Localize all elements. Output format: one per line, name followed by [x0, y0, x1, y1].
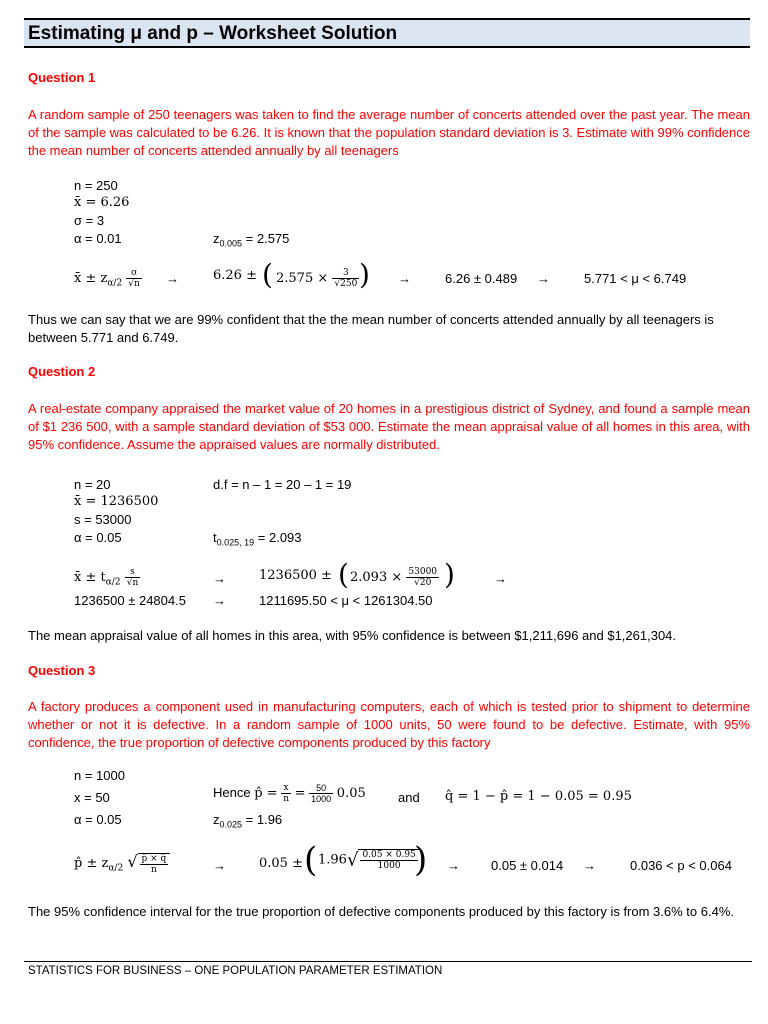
q1-step1-b: 2.575 × [276, 271, 329, 286]
q1-step1-frac [332, 268, 359, 289]
q1-alpha: α = 0.01 [74, 231, 122, 246]
q3-critical-z [213, 812, 282, 830]
q1-conclusion: Thus we can say that we are 99% confident that the the mean number of concerts attended annually by all teenagers is between 5.771 and 6.749. [28, 312, 714, 345]
q3-eq: = [294, 785, 306, 801]
q3-phat-val: 0.05 [336, 785, 366, 801]
question-2-text: A real-estate company appraised the market value of 20 homes in a prestigious district of Sydney, and found a sample mean of $1 236 500, with a sample standard deviation of $53 000. Estimate the mean appraisal value of all homes in this area, with 95% confidence. Assume the appraised values are normally distributed. [28, 401, 750, 452]
q1-sigma: σ = 3 [74, 213, 105, 228]
q3-phat-n: n [283, 794, 289, 804]
q2-line2-b: 1211695.50 < μ < 1261304.50 [259, 593, 433, 608]
q1-z-value: = 2.575 [242, 231, 290, 246]
q1-arrow-3: → [537, 271, 550, 286]
q1-step2: 6.26 ± 0.489 [445, 271, 518, 286]
q3-step1-inner [318, 849, 420, 871]
q3-and: and [398, 790, 420, 805]
q2-step1-b: 2.093 × [350, 570, 403, 585]
q1-critical-z [213, 231, 289, 249]
q2-step1-inner [350, 567, 439, 588]
q1-arrow-1: → [166, 271, 179, 286]
q2-formula-num: s [125, 567, 141, 578]
q2-step1-frac [406, 567, 439, 588]
q2-formula-lhs: x̄ ± t [74, 570, 106, 585]
footer-text: STATISTICS FOR BUSINESS – ONE POPULATION PARAMETER ESTIMATION [28, 965, 443, 977]
q2-arrow-1: → [213, 571, 226, 586]
q3-x: x = 50 [74, 790, 110, 805]
q1-formula-lhs: x̄ ± z [74, 271, 108, 286]
q1-step1-num: 3 [332, 268, 359, 279]
q1-step1-inner [276, 268, 359, 289]
question-3-heading: Question 3 [28, 663, 96, 678]
q3-qhat: q̂ = 1 − p̂ = 1 − 0.05 = 0.95 [445, 789, 632, 804]
q3-num50: 50 [309, 783, 333, 794]
q3-formula-lhs: p̂ ± z [74, 856, 109, 871]
q2-df: d.f = n – 1 = 20 – 1 = 19 [213, 477, 352, 492]
q2-formula [74, 567, 140, 588]
q1-step1 [213, 268, 257, 283]
q2-n: n = 20 [74, 477, 111, 492]
q2-t-subscript: 0.025, 19 [216, 537, 255, 548]
q3-step1 [259, 856, 303, 871]
q1-formula-sub: α/2 [107, 278, 123, 289]
q1-step1-a: 6.26 ± [213, 268, 257, 283]
q3-arrow-1: → [213, 858, 226, 873]
footer-divider [24, 961, 752, 962]
q1-z-symbol: z [213, 231, 220, 246]
q2-formula-den: √n [126, 578, 139, 588]
q2-step1 [259, 568, 332, 583]
q3-z-symbol: z [213, 812, 220, 827]
q2-alpha: α = 0.05 [74, 530, 122, 545]
q2-step1-den: √20 [414, 578, 432, 588]
q3-step1-sqrt-sign: √ [346, 849, 359, 871]
q2-t-value: = 2.093 [254, 530, 302, 545]
question-1-heading: Question 1 [28, 70, 96, 85]
q1-paren-right: ) [359, 258, 370, 291]
q3-step1-a: 0.05 ± [259, 856, 303, 871]
q2-line2-a: 1236500 ± 24804.5 [74, 593, 186, 608]
q2-formula-sub: α/2 [105, 577, 121, 588]
q1-formula-den: √n [128, 279, 140, 289]
question-2-heading: Question 2 [28, 364, 96, 379]
q3-phat-fraction [309, 783, 333, 804]
q3-den1000: 1000 [311, 794, 332, 804]
q3-arrow-2: → [447, 858, 460, 873]
q3-phat-line [213, 783, 366, 804]
q2-formula-frac [125, 567, 141, 588]
q1-formula [74, 268, 142, 289]
q3-phat-xn [281, 783, 291, 804]
q1-xbar: x̄ = 6.26 [74, 195, 130, 210]
q3-step2: 0.05 ± 0.014 [491, 858, 564, 873]
q2-arrow-3: → [213, 593, 226, 608]
q2-arrow-2: → [494, 571, 507, 586]
q3-sqrt-sign: √ [127, 852, 138, 871]
q3-formula-frac [138, 853, 171, 875]
q3-step1-frac [358, 849, 419, 871]
q1-step3: 5.771 < μ < 6.749 [584, 271, 687, 286]
q2-conclusion: The mean appraisal value of all homes in this area, with 95% confidence is between $1,211,696 and $1,261,304. [28, 628, 677, 643]
q3-hence: Hence [213, 784, 251, 800]
question-3-text: A factory produces a component used in manufacturing computers, each of which is tested prior to shipment to determine whether or not it is defective. In a random sample of 1000 units, 50 were found to be defective. Estimate, with 95% confidence, the true proportion of defective components produced by this factory [28, 699, 750, 750]
q3-step1-b: 1.96 [318, 852, 347, 868]
q3-step3: 0.036 < p < 0.064 [630, 858, 732, 873]
q3-arrow-3: → [583, 858, 596, 873]
q1-formula-num: σ [126, 268, 142, 279]
q2-paren-left: ( [338, 558, 349, 591]
page-title: Estimating μ and p – Worksheet Solution [28, 23, 398, 44]
q1-step1-den: √250 [334, 279, 358, 289]
q2-step1-num: 53000 [408, 567, 438, 577]
q3-phat-x: x [281, 783, 291, 794]
q3-formula-num: p̂ × q̂ [141, 853, 167, 864]
q3-z-subscript: 0.025 [219, 819, 243, 830]
question-1-text: A random sample of 250 teenagers was taken to find the average number of concerts attended over the past year. The mean of the sample was calculated to be 6.26. It is known that the population standard deviation is 3. Estimate with 99% confidence the mean number of concerts attended annually by all teenagers [28, 107, 750, 158]
q3-step1-num: 0.05 × 0.95 [362, 850, 416, 860]
q3-phat-eq: p̂ = [254, 785, 278, 801]
q1-paren-left: ( [262, 258, 273, 291]
q3-z-value: = 1.96 [242, 812, 283, 827]
q1-arrow-2: → [398, 271, 411, 286]
q1-formula-frac [126, 268, 142, 289]
q3-formula-den: n [151, 864, 157, 875]
q2-s: s = 53000 [74, 512, 132, 527]
q2-t-symbol: t [213, 530, 217, 545]
q1-n: n = 250 [74, 178, 118, 193]
q3-paren-left: ( [304, 840, 318, 880]
q2-paren-right: ) [444, 558, 455, 591]
q3-formula [74, 852, 170, 875]
q3-alpha: α = 0.05 [74, 812, 122, 827]
q3-n: n = 1000 [74, 768, 125, 783]
q2-xbar: x̄ = 1236500 [74, 494, 159, 509]
q3-step1-den: 1000 [377, 861, 401, 871]
q2-critical-t [213, 530, 302, 548]
q2-step1-a: 1236500 ± [259, 568, 332, 583]
title-banner [24, 18, 750, 48]
q3-paren-right: ) [414, 840, 428, 880]
q3-formula-sub: α/2 [108, 863, 124, 874]
q3-conclusion: The 95% confidence interval for the true proportion of defective components produced by this factory is from 3.6% to 6.4%. [28, 904, 734, 919]
q1-z-subscript: 0.005 [219, 238, 243, 249]
